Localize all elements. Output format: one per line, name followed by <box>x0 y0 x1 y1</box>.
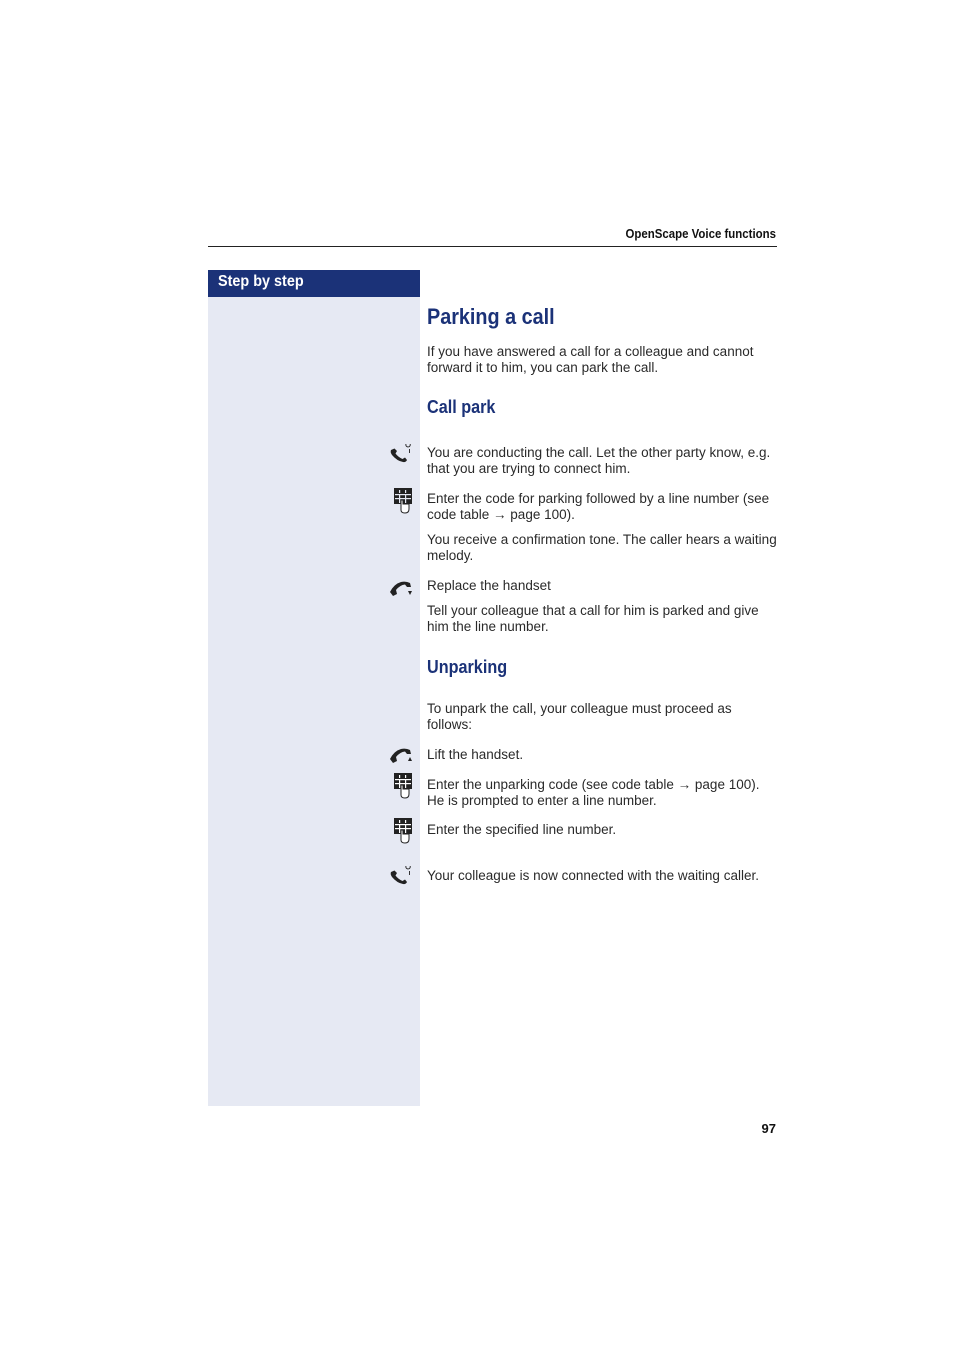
step-text: Enter the code for parking followed by a line number (see code table → page 100). <box>427 491 770 522</box>
section-heading-call-park: Call park <box>427 397 496 417</box>
page-title: Parking a call <box>427 304 555 329</box>
step-text: Lift the handset. <box>427 747 524 762</box>
step-text: Enter the unparking code (see code table → page 100). He is prompted to enter a line number. <box>427 777 760 808</box>
step-text: Replace the handset <box>427 578 551 593</box>
keypad-icon <box>388 773 414 795</box>
lift-handset-icon <box>388 745 414 767</box>
step-text: Enter the specified line number. <box>427 822 617 837</box>
page-number: 97 <box>761 1121 776 1136</box>
step-by-step-label: Step by step <box>218 273 304 290</box>
handset-speaking-icon <box>388 866 414 888</box>
step-text: You receive a confirmation tone. The caller hears a waiting melody. <box>427 532 777 563</box>
handset-speaking-icon <box>388 444 414 466</box>
keypad-icon <box>388 818 414 840</box>
replace-handset-icon <box>388 578 414 600</box>
keypad-icon <box>388 488 414 510</box>
step-by-step-banner <box>208 270 420 297</box>
step-text: Tell your colleague that a call for him is parked and give him the line number. <box>427 603 759 634</box>
step-by-step-column <box>208 270 420 1106</box>
step-text: To unpark the call, your colleague must proceed as follows: <box>427 701 732 732</box>
section-heading-unparking: Unparking <box>427 657 508 677</box>
step-text: You are conducting the call. Let the other party know, e.g. that you are trying to connect him. <box>427 445 771 476</box>
header-divider <box>208 246 777 247</box>
intro-paragraph: If you have answered a call for a colleague and cannot forward it to him, you can park the call. <box>427 344 754 375</box>
step-text: Your colleague is now connected with the waiting caller. <box>427 868 759 883</box>
running-header: OpenScape Voice functions <box>625 226 776 241</box>
